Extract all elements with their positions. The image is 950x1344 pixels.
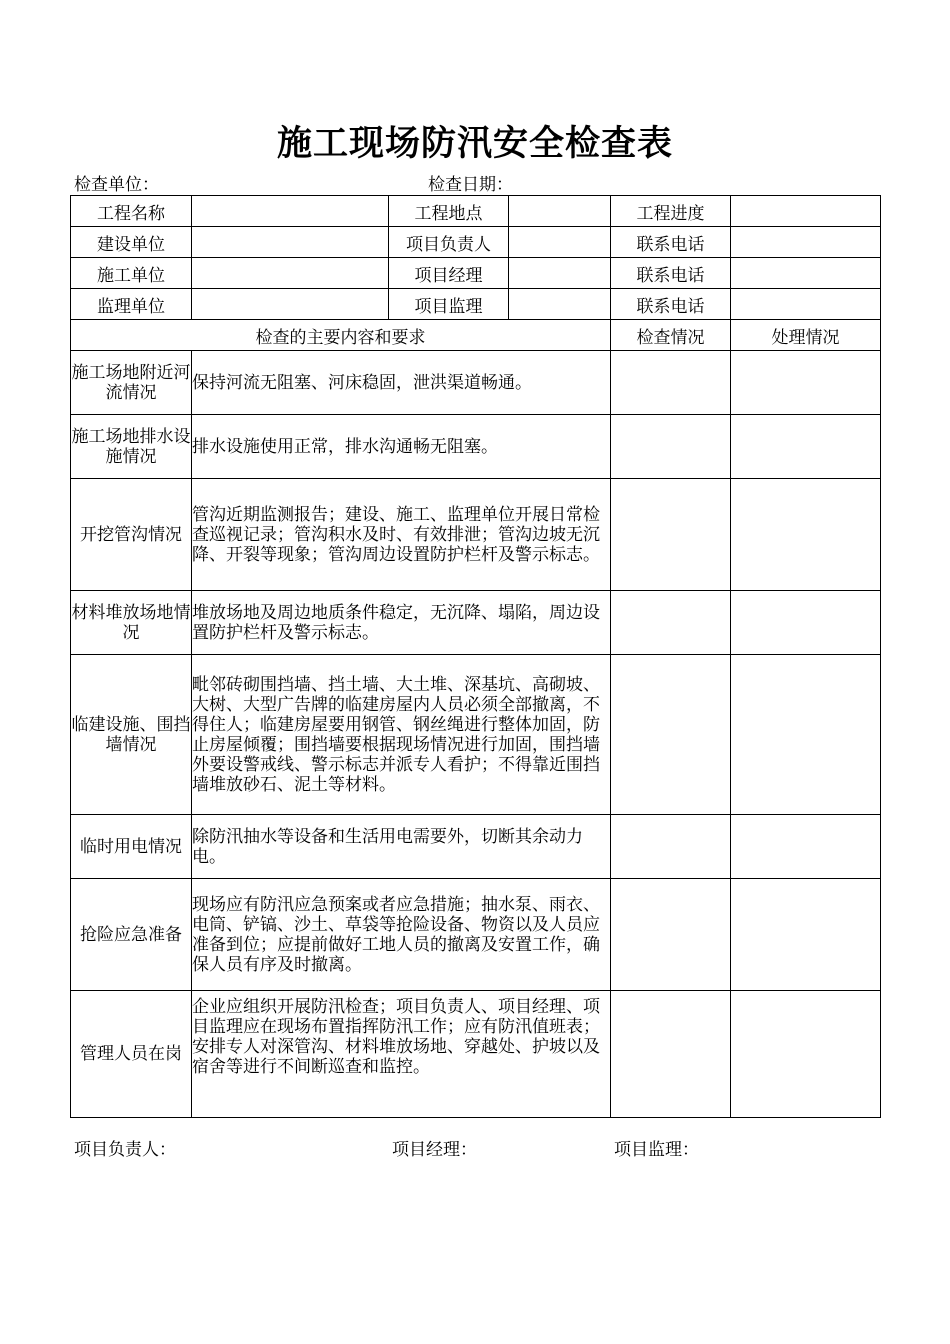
- info-label: 工程地点: [389, 196, 509, 227]
- item-category: 开挖管沟情况: [71, 479, 192, 591]
- table-row: [71, 415, 881, 479]
- item-requirement: 管沟近期监测报告；建设、施工、监理单位开展日常检查巡视记录；管沟积水及时、有效排泄；管沟边坡无沉降、开裂等现象；管沟周边设置防护栏杆及警示标志。: [192, 479, 611, 591]
- project-leader-label: 项目负责人：: [74, 1140, 176, 1160]
- item-category: 抢险应急准备: [71, 879, 192, 991]
- item-requirement: 排水设施使用正常，排水沟通畅无阻塞。: [192, 415, 611, 479]
- item-requirement: 除防汛抽水等设备和生活用电需要外，切断其余动力电。: [192, 815, 611, 879]
- handling-field[interactable]: [731, 991, 881, 1118]
- inspection-unit-label: 检查单位：: [74, 175, 159, 195]
- info-label: 联系电话: [611, 227, 731, 258]
- handling-field[interactable]: [731, 479, 881, 591]
- handling-header: 处理情况: [731, 320, 881, 351]
- item-requirement: 毗邻砖砌围挡墙、挡土墙、大土堆、深基坑、高砌坡、大树、大型广告牌的临建房屋内人员必须全部撤离，不得住人；临建房屋要用钢管、钢丝绳进行整体加固，防止房屋倾覆；围挡墙要根据现场情况进行加固，围挡墙外要设警戒线、警示标志并派专人看护；不得靠近围挡墙堆放砂石、泥土等材料。: [192, 655, 611, 815]
- info-value-field[interactable]: [509, 227, 611, 258]
- info-value-field[interactable]: [731, 258, 881, 289]
- status-header: 检查情况: [611, 320, 731, 351]
- status-field[interactable]: [611, 815, 731, 879]
- info-label: 监理单位: [71, 289, 192, 320]
- table-row: [71, 879, 881, 991]
- info-label: 建设单位: [71, 227, 192, 258]
- table-row: [71, 479, 881, 591]
- status-field[interactable]: [611, 591, 731, 655]
- item-requirement: 企业应组织开展防汛检查；项目负责人、项目经理、项目监理应在现场布置指挥防汛工作；应有防汛值班表；安排专人对深管沟、材料堆放场地、穿越处、护坡以及宿舍等进行不间断巡查和监控。: [192, 991, 611, 1118]
- item-category: 施工场地排水设施情况: [71, 415, 192, 479]
- info-value-field[interactable]: [192, 258, 389, 289]
- info-row: [71, 289, 881, 320]
- status-field[interactable]: [611, 655, 731, 815]
- status-field[interactable]: [611, 991, 731, 1118]
- info-value-field[interactable]: [731, 196, 881, 227]
- project-supervisor-label: 项目监理：: [614, 1140, 699, 1160]
- info-label: 施工单位: [71, 258, 192, 289]
- status-field[interactable]: [611, 415, 731, 479]
- info-row: [71, 258, 881, 289]
- item-category: 临时用电情况: [71, 815, 192, 879]
- info-label: 工程名称: [71, 196, 192, 227]
- handling-field[interactable]: [731, 415, 881, 479]
- info-value-field[interactable]: [192, 289, 389, 320]
- table-header-row: [71, 320, 881, 351]
- status-field[interactable]: [611, 351, 731, 415]
- page-title: 施工现场防汛安全检查表: [276, 124, 673, 164]
- handling-field[interactable]: [731, 591, 881, 655]
- info-value-field[interactable]: [731, 289, 881, 320]
- item-category: 临建设施、围挡墙情况: [71, 655, 192, 815]
- item-requirement: 保持河流无阻塞、河床稳固，泄洪渠道畅通。: [192, 351, 611, 415]
- status-field[interactable]: [611, 479, 731, 591]
- info-value-field[interactable]: [192, 196, 389, 227]
- table-row: [71, 351, 881, 415]
- info-label: 项目监理: [389, 289, 509, 320]
- info-row: [71, 227, 881, 258]
- status-field[interactable]: [611, 879, 731, 991]
- table-row: [71, 655, 881, 815]
- info-label: 联系电话: [611, 258, 731, 289]
- info-value-field[interactable]: [509, 289, 611, 320]
- item-requirement: 现场应有防汛应急预案或者应急措施；抽水泵、雨衣、电筒、铲镐、沙土、草袋等抢险设备、物资以及人员应准备到位；应提前做好工地人员的撤离及安置工作，确保人员有序及时撤离。: [192, 879, 611, 991]
- info-row: [71, 196, 881, 227]
- info-value-field[interactable]: [731, 227, 881, 258]
- item-category: 施工场地附近河流情况: [71, 351, 192, 415]
- handling-field[interactable]: [731, 815, 881, 879]
- handling-field[interactable]: [731, 655, 881, 815]
- info-value-field[interactable]: [192, 227, 389, 258]
- info-label: 工程进度: [611, 196, 731, 227]
- inspection-table: [70, 195, 881, 1118]
- item-requirement: 堆放场地及周边地质条件稳定，无沉降、塌陷，周边设置防护栏杆及警示标志。: [192, 591, 611, 655]
- table-row: [71, 815, 881, 879]
- table-row: [71, 591, 881, 655]
- inspection-date-label: 检查日期：: [428, 175, 513, 195]
- handling-field[interactable]: [731, 351, 881, 415]
- item-category: 材料堆放场地情况: [71, 591, 192, 655]
- info-label: 联系电话: [611, 289, 731, 320]
- info-value-field[interactable]: [509, 196, 611, 227]
- handling-field[interactable]: [731, 879, 881, 991]
- project-manager-label: 项目经理：: [392, 1140, 477, 1160]
- item-category: 管理人员在岗: [71, 991, 192, 1118]
- info-label: 项目负责人: [389, 227, 509, 258]
- info-label: 项目经理: [389, 258, 509, 289]
- table-row: [71, 991, 881, 1118]
- info-value-field[interactable]: [509, 258, 611, 289]
- content-header: 检查的主要内容和要求: [71, 320, 611, 351]
